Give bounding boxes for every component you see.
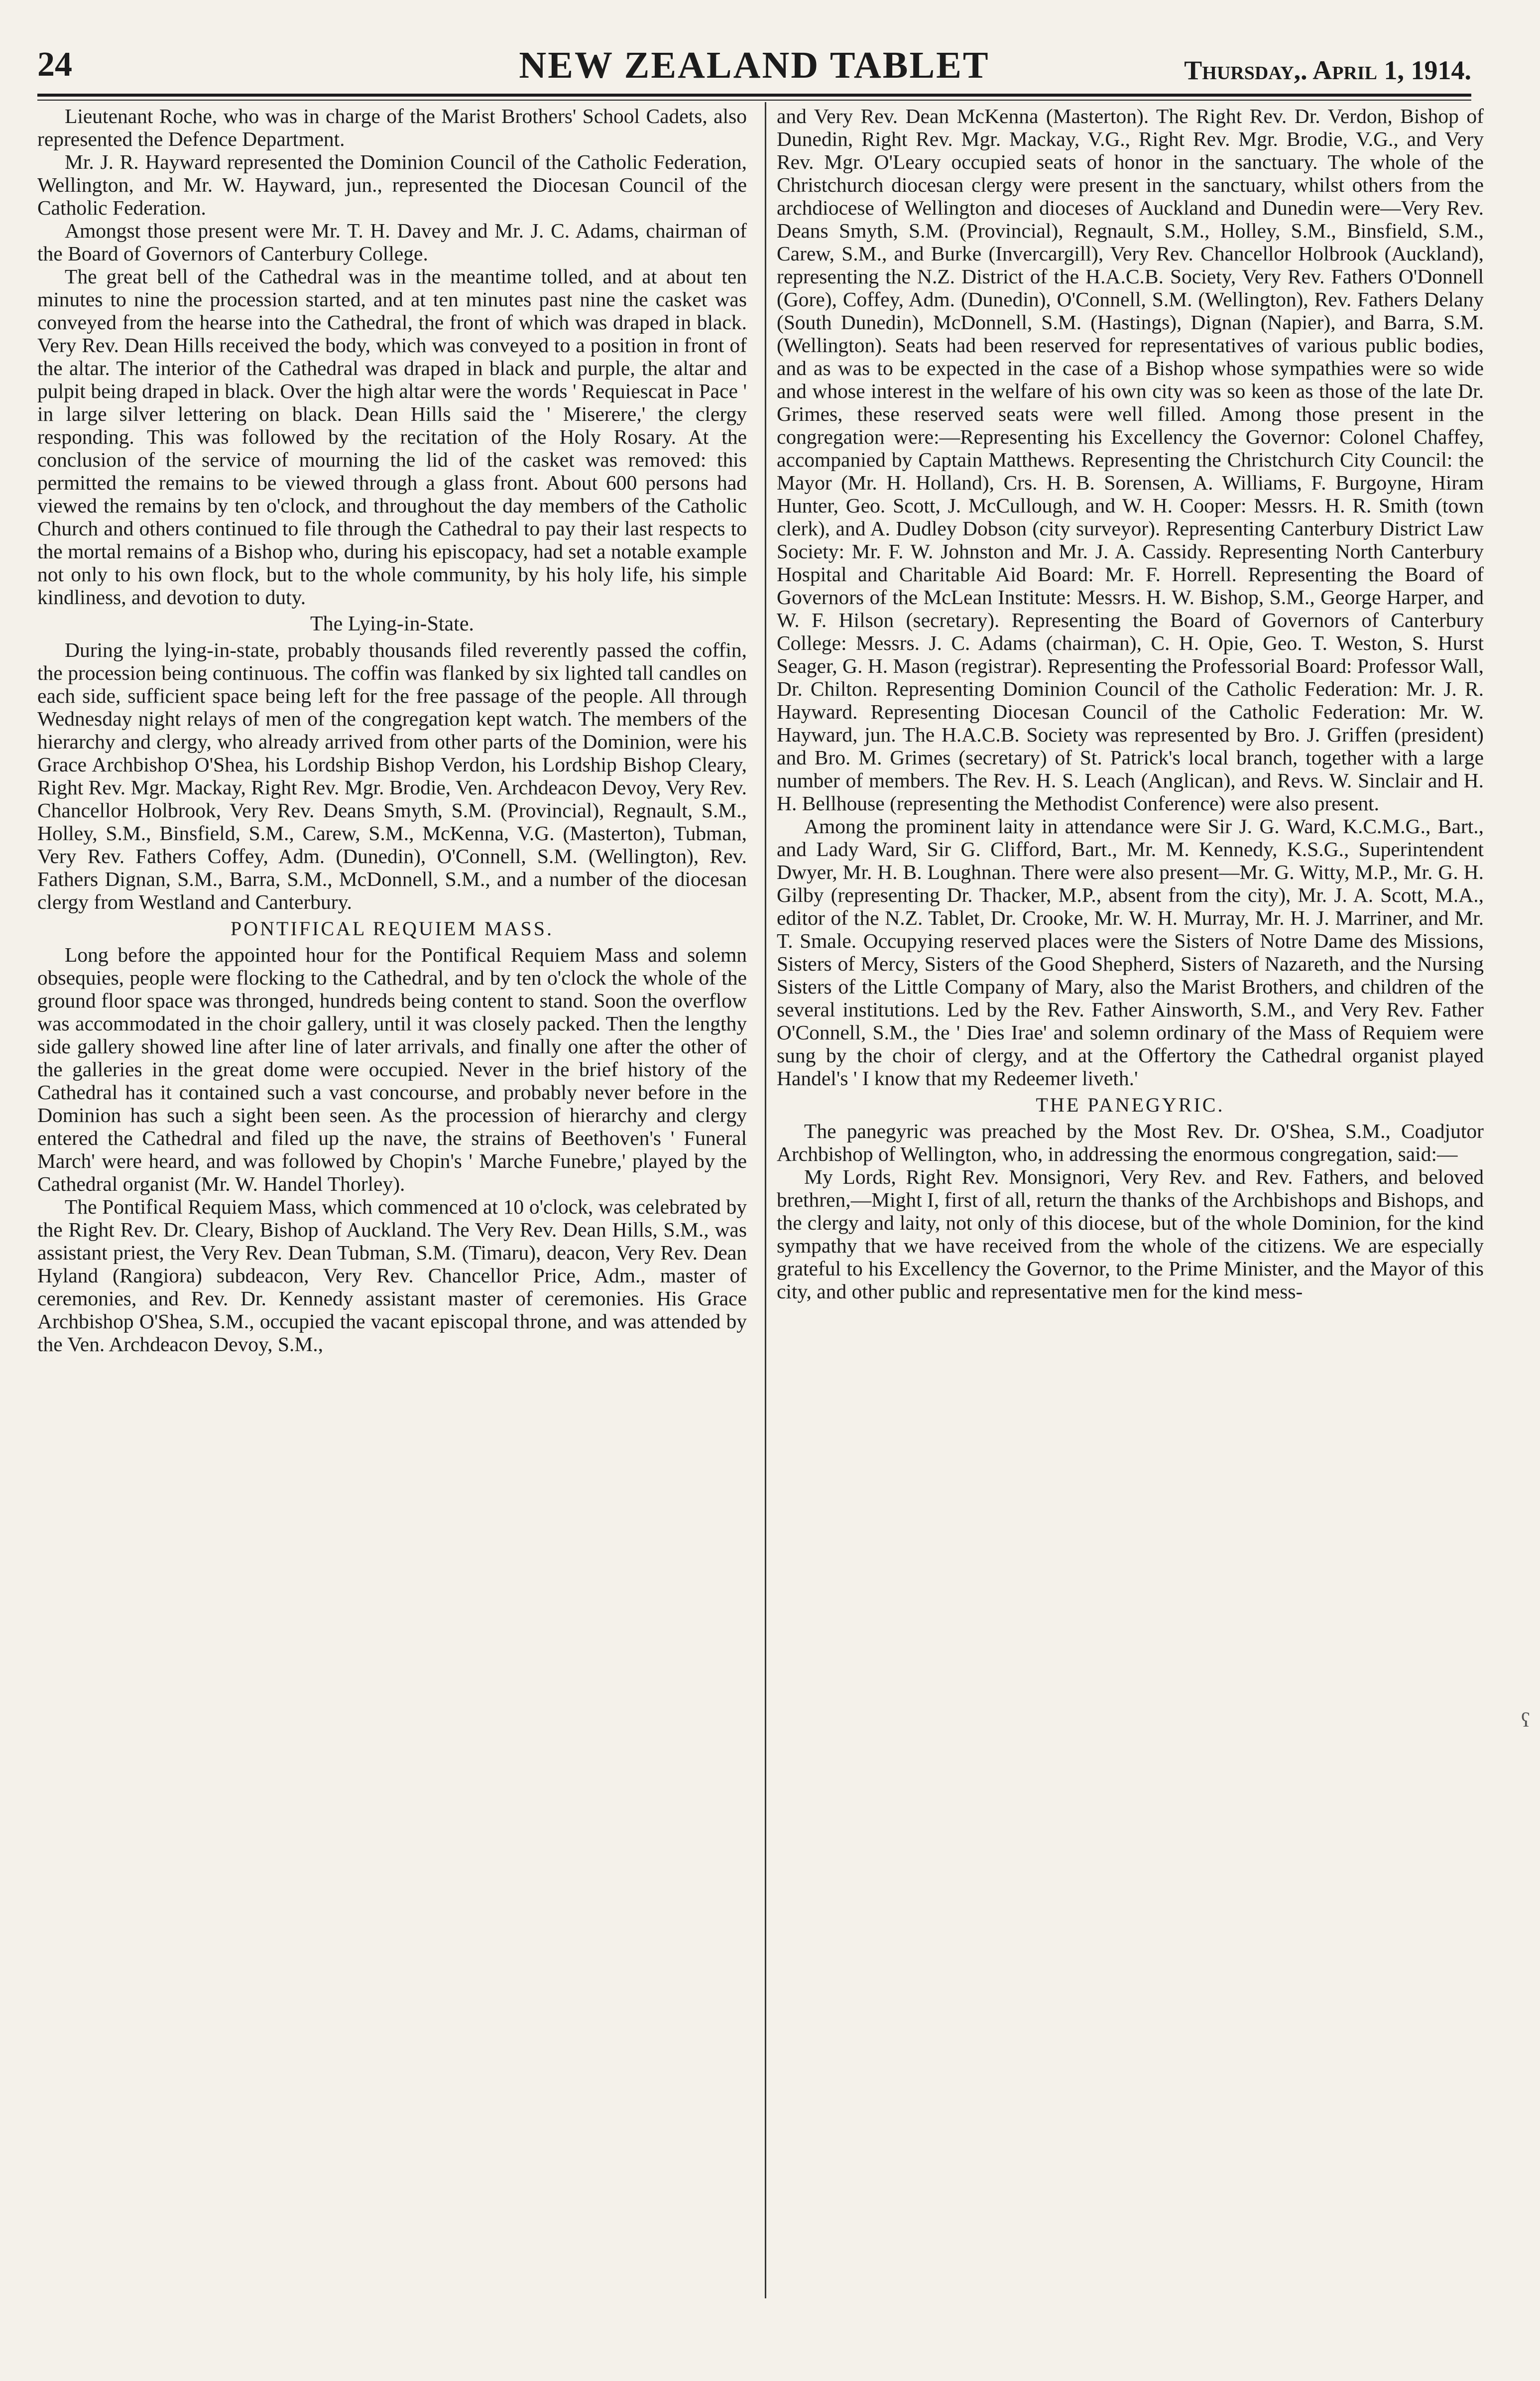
paragraph: During the lying-in-state, probably thousands filed reverently passed the coffin, the procession being continuous. The coffin was flanked by six lighted tall candles on each side, sufficient space being left for the free passage of the people. All through Wednesday night relays of men of the congregation kept watch. The members of the hierarchy and clergy, who already arrived from other parts of the Dominion, were his Grace Archbishop O'Shea, his Lordship Bishop Verdon, his Lordship Bishop Cleary, Right Rev. Mgr. Mackay, Right Rev. Mgr. Brodie, Ven. Archdeacon Devoy, Very Rev. Chancellor Holbrook, Very Rev. Deans Smyth, S.M. (Provincial), Regnault, S.M., Holley, S.M., Binsfield, S.M., Carew, S.M., McKenna, V.G. (Masterton), Tubman, Very Rev. Fathers Coffey, Adm. (Dunedin), O'Connell, S.M. (Wellington), Rev. Fathers Dignan, S.M., Barra, S.M., McDonnell, S.M., and a number of the diocesan clergy from Westland and Canterbury.: [37, 638, 747, 913]
paragraph: My Lords, Right Rev. Monsignori, Very Rev. and Rev. Fathers, and beloved brethren,—Might I, first of all, return the thanks of the Archbishops and Bishops, and the clergy and laity, not only of this diocese, but of the whole Dominion, for the kind sympathy that we have received from the whole of the citizens. We are especially grateful to his Excellency the Governor, to the Prime Minister, and the Mayor of this city, and other public and representative men for the kind mess-: [777, 1165, 1484, 1303]
left-column: [37, 105, 747, 1356]
margin-mark: ʕ: [1521, 1709, 1530, 1731]
paragraph: The panegyric was preached by the Most Rev. Dr. O'Shea, S.M., Coadjutor Archbishop of Wellington, who, in addressing the enormous congregation, said:—: [777, 1120, 1484, 1165]
paragraph: The great bell of the Cathedral was in the meantime tolled, and at about ten minutes to nine the procession started, and at ten minutes past nine the casket was conveyed from the hearse into the Cathedral, the front of which was draped in black. Very Rev. Dean Hills received the body, which was conveyed to a position in front of the altar. The interior of the Cathedral was draped in black and purple, the altar and pulpit being draped in black. Over the high altar were the words ' Requiescat in Pace ' in large silver lettering on black. Dean Hills said the ' Miserere,' the clergy responding. This was followed by the recitation of the Holy Rosary. At the conclusion of the service of mourning the lid of the casket was removed: this permitted the remains to be viewed through a glass front. About 600 persons had viewed the remains by ten o'clock, and throughout the day members of the Catholic Church and others continued to file through the Cathedral to pay their last respects to the mortal remains of a Bishop who, during his episcopacy, had set a notable example not only to his own flock, but to the whole community, by his holy life, his simple kindliness, and devotion to duty.: [37, 265, 747, 609]
column-divider: [765, 102, 766, 2298]
subheading-panegyric: THE PANEGYRIC.: [1036, 1094, 1225, 1116]
newspaper-title: NEW ZEALAND TABLET: [519, 44, 990, 86]
paragraph: Long before the appointed hour for the Pontifical Requiem Mass and solemn obsequies, people were flocking to the Cathedral, and by ten o'clock the whole of the ground floor space was thronged, hundreds being content to stand. Soon the overflow was accommodated in the choir gallery, until it was closely packed. Then the lengthy side gallery showed line after line of later arrivals, and finally one after the other of the galleries in the great dome were occupied. Never in the brief history of the Cathedral has it contained such a vast concourse, and probably never before in the Dominion has such a sight been seen. As the procession of hierarchy and clergy entered the Cathedral and filed up the nave, the strains of Beethoven's ' Funeral March' were heard, and was followed by Chopin's ' Marche Funebre,' played by the Cathedral organist (Mr. W. Handel Thorley).: [37, 943, 747, 1195]
subheading-pontifical-requiem: PONTIFICAL REQUIEM MASS.: [230, 917, 554, 940]
paragraph: and Very Rev. Dean McKenna (Masterton). The Right Rev. Dr. Verdon, Bishop of Dunedin, Right Rev. Mgr. Mackay, V.G., Right Rev. Mgr. Brodie, V.G., and Very Rev. Mgr. O'Leary occupied seats of honor in the sanctuary. The whole of the Christchurch diocesan clergy were present in the sanctuary, whilst others from the archdiocese of Wellington and dioceses of Auckland and Dunedin were—Very Rev. Deans Smyth, S.M. (Provincial), Regnault, S.M., Holley, S.M., Binsfield, S.M., Carew, S.M., and Burke (Invercargill), Very Rev. Chancellor Holbrook (Auckland), representing the N.Z. District of the H.A.C.B. Society, Very Rev. Fathers O'Donnell (Gore), Coffey, Adm. (Dunedin), O'Connell, S.M. (Wellington), Rev. Fathers Delany (South Dunedin), McDonnell, S.M. (Hastings), Dignan (Napier), and Barra, S.M. (Wellington). Seats had been reserved for representatives of various public bodies, and as was to be expected in the case of a Bishop whose sympathies were so wide and whose interest in the welfare of his own city was so keen as those of the late Dr. Grimes, these reserved seats were well filled. Among those present in the congregation were:—Representing his Excellency the Governor: Colonel Chaffey, accompanied by Captain Matthews. Representing the Christchurch City Council: the Mayor (Mr. H. Holland), Crs. H. B. Sorensen, A. Williams, F. Burgoyne, Hiram Hunter, Geo. Scott, J. McCullough, and W. H. Cooper: Messrs. H. R. Smith (town clerk), and A. Dudley Dobson (city surveyor). Representing Canterbury District Law Society: Mr. F. W. Johnston and Mr. J. A. Cassidy. Representing North Canterbury Hospital and Charitable Aid Board: Mr. F. Horrell. Representing the Board of Governors of the McLean Institute: Messrs. H. W. Bishop, S.M., George Harper, and W. F. Hilson (secretary). Representing the Board of Governors of Canterbury College: Messrs. J. C. Adams (chairman), C. H. Opie, Geo. T. Weston, S. Hurst Seager, G. H. Mason (registrar). Representing the Professorial Board: Professor Wall, Dr. Chilton. Representing Dominion Council of the Catholic Federation: Mr. J. R. Hayward. Representing Diocesan Council of the Catholic Federation: Mr. W. Hayward, jun. The H.A.C.B. Society was represented by Bro. J. Griffen (president) and Bro. M. Grimes (secretary) of St. Patrick's local branch, together with a large number of members. The Rev. H. S. Leach (Anglican), and Revs. W. Sinclair and H. H. Bellhouse (representing the Methodist Conference) were also present.: [777, 105, 1484, 815]
subheading-lying-in-state: The Lying-in-State.: [310, 613, 474, 635]
paragraph: Lieutenant Roche, who was in charge of the Marist Brothers' School Cadets, also represented the Defence Department.: [37, 105, 747, 150]
paragraph: Among the prominent laity in attendance were Sir J. G. Ward, K.C.M.G., Bart., and Lady Ward, Sir G. Clifford, Bart., Mr. M. Kennedy, K.S.G., Superintendent Dwyer, Mr. H. B. Loughnan. There were also present—Mr. G. Witty, M.P., Mr. G. H. Gilby (representing Dr. Thacker, M.P., absent from the city), Mr. J. A. Scott, M.A., editor of the N.Z. Tablet, Dr. Crooke, Mr. W. H. Murray, Mr. H. J. Marriner, and Mr. T. Smale. Occupying reserved places were the Sisters of Notre Dame des Missions, Sisters of Mercy, Sisters of the Good Shepherd, Sisters of Nazareth, and the Nursing Sisters of the Little Company of Mary, also the Marist Brothers, and children of the several institutions. Led by the Rev. Father Ainsworth, S.M., and Very Rev. Father O'Connell, S.M., the ' Dies Irae' and solemn ordinary of the Mass of Requiem were sung by the choir of clergy, and at the Offertory the Cathedral organist played Handel's ' I know that my Redeemer liveth.': [777, 815, 1484, 1090]
masthead-rule-thick: [37, 94, 1471, 97]
paragraph: Mr. J. R. Hayward represented the Dominion Council of the Catholic Federation, Wellington, and Mr. W. Hayward, jun., represented the Diocesan Council of the Catholic Federation.: [37, 150, 747, 219]
paragraph: Amongst those present were Mr. T. H. Davey and Mr. J. C. Adams, chairman of the Board of Governors of Canterbury College.: [37, 219, 747, 265]
right-column: [777, 105, 1484, 1303]
issue-date: Thursday,. April 1, 1914.: [1184, 55, 1471, 85]
page-number: 24: [37, 45, 72, 84]
masthead: [37, 40, 1471, 95]
masthead-rule-thin: [37, 100, 1471, 101]
paragraph: The Pontifical Requiem Mass, which commenced at 10 o'clock, was celebrated by the Right Rev. Dr. Cleary, Bishop of Auckland. The Very Rev. Dean Hills, S.M., was assistant priest, the Very Rev. Dean Tubman, S.M. (Timaru), deacon, Very Rev. Dean Hyland (Rangiora) subdeacon, Very Rev. Chancellor Price, Adm., master of ceremonies, and Rev. Dr. Kennedy assistant master of ceremonies. His Grace Archbishop O'Shea, S.M., occupied the vacant episcopal throne, and was attended by the Ven. Archdeacon Devoy, S.M.,: [37, 1195, 747, 1356]
